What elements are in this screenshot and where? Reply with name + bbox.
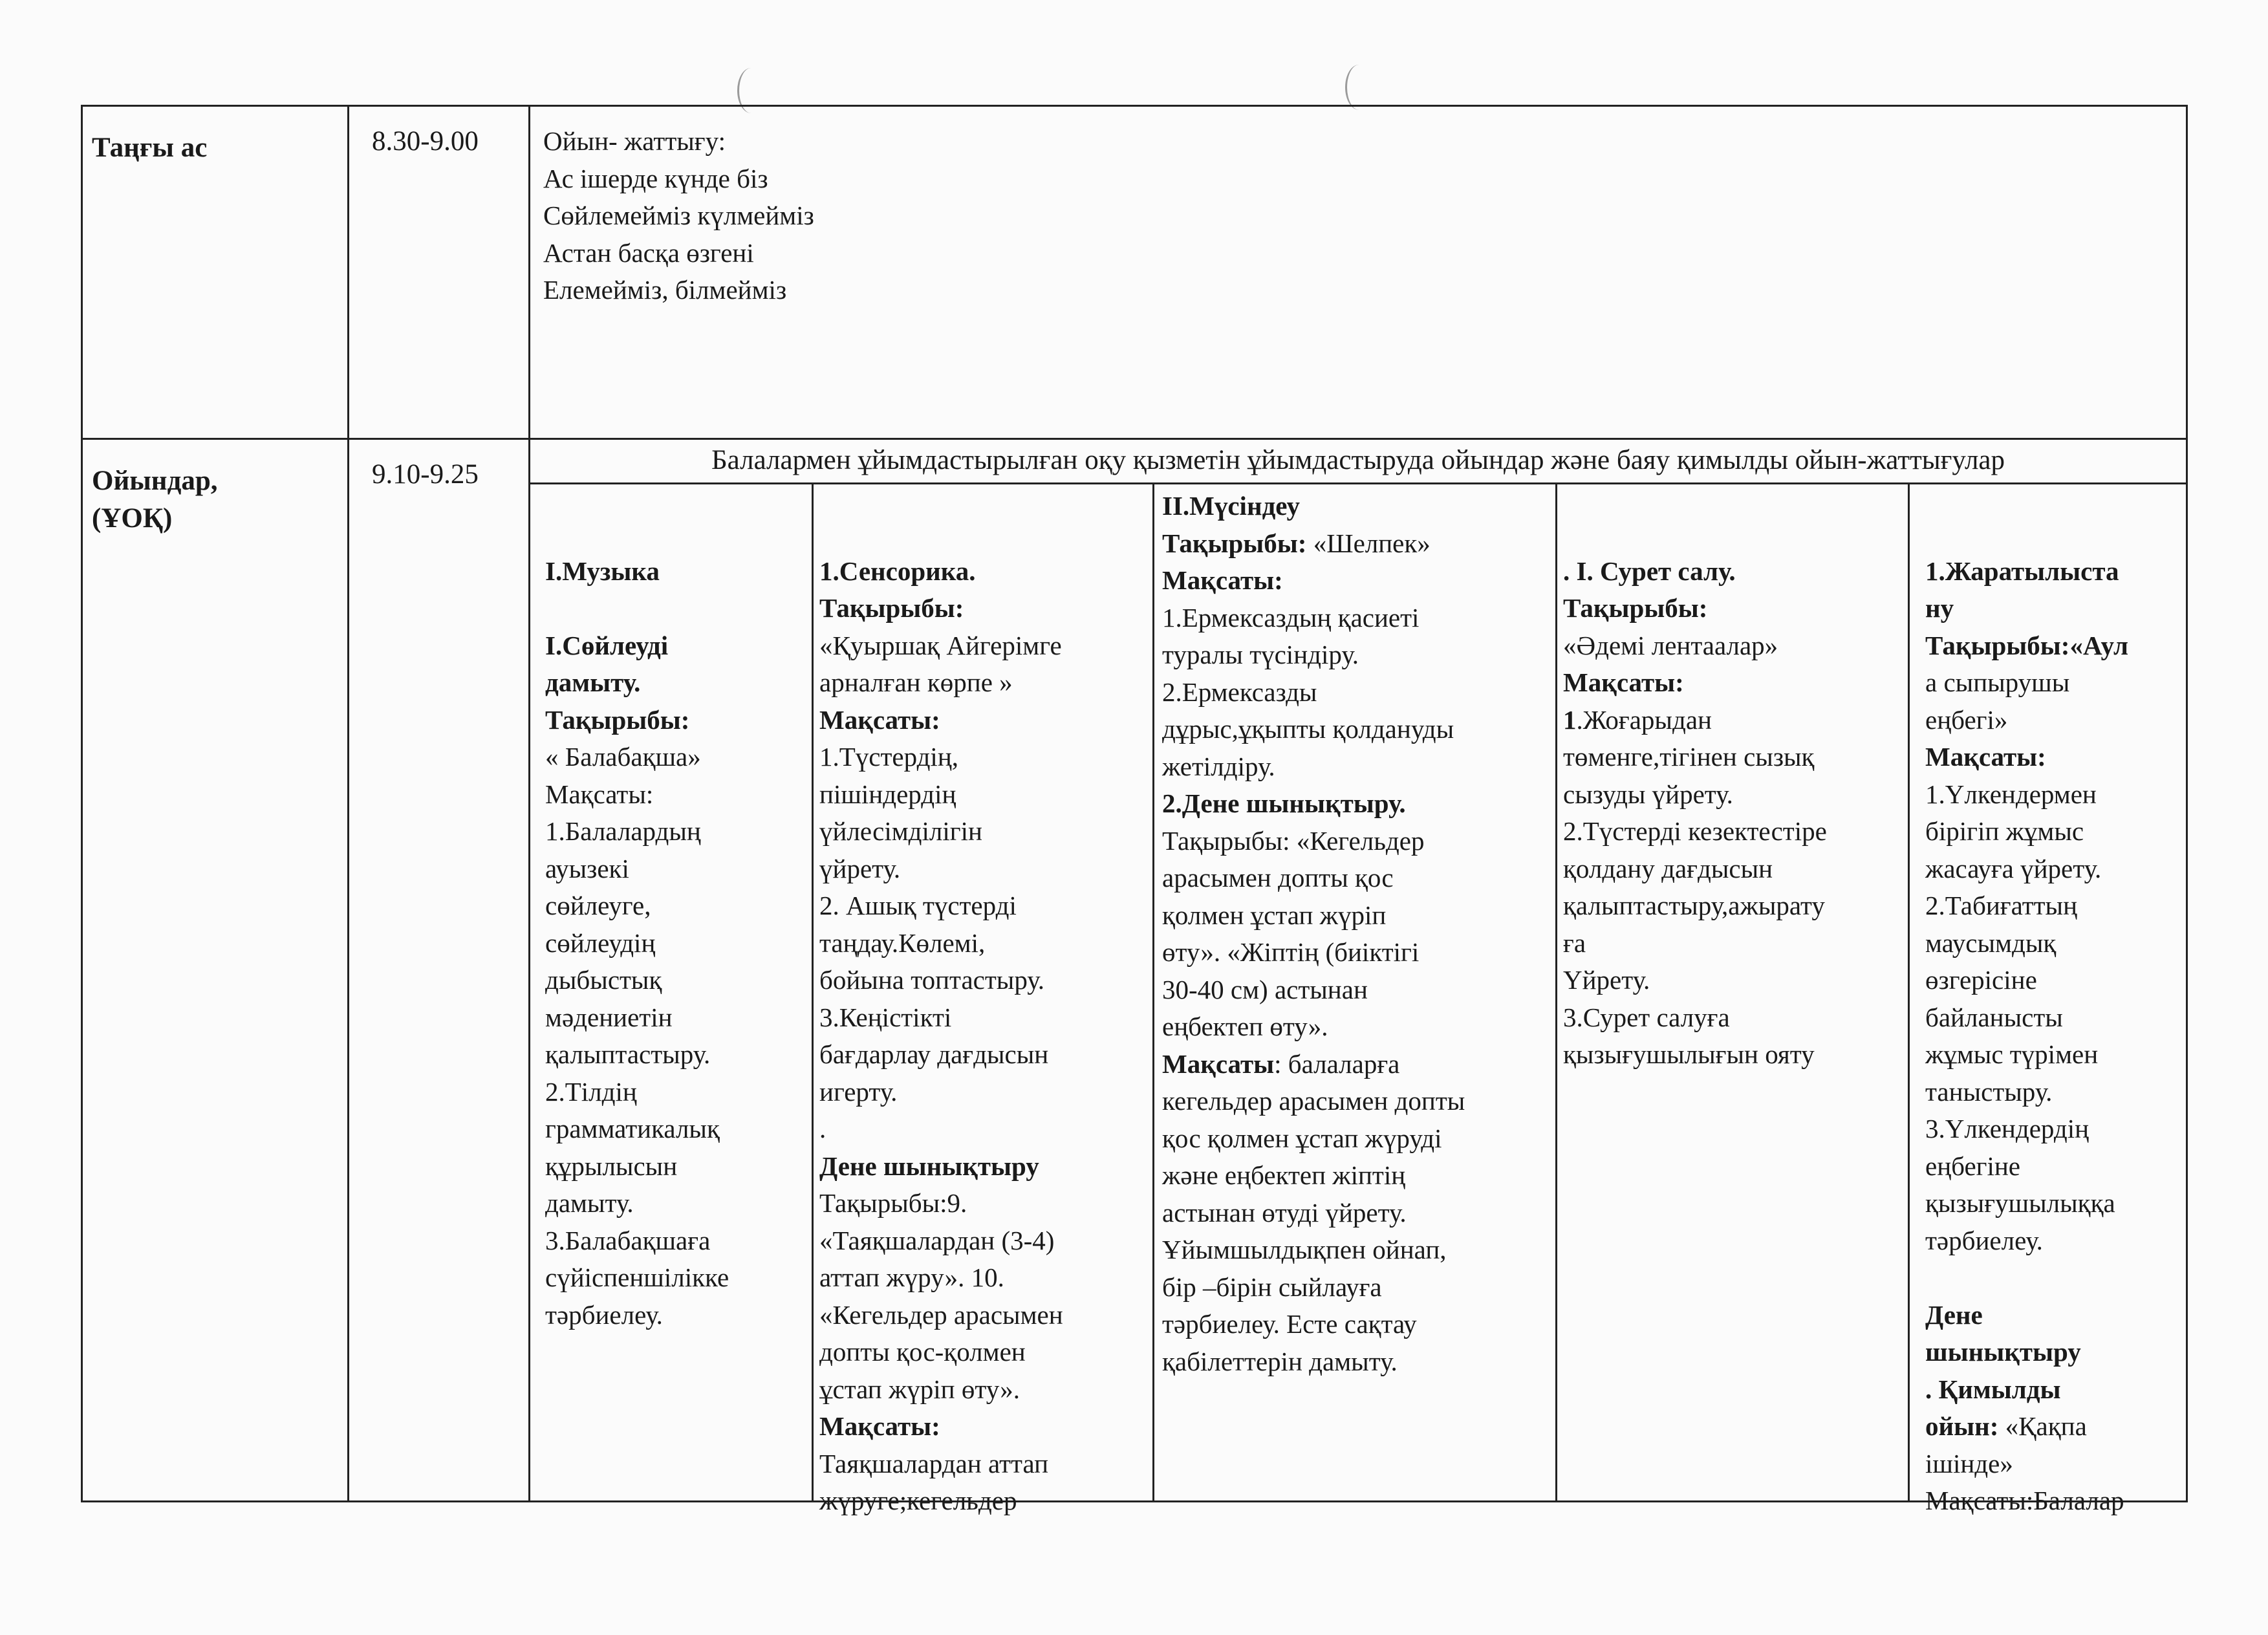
activity-line: дамыту. <box>545 667 641 697</box>
activity-line: «Қуыршақ Айгерімге <box>819 630 1062 660</box>
activity-line: 1.Жоғарыдан <box>1563 704 1712 735</box>
activity-line-bold-prefix: Тақырыбы: <box>1162 528 1307 558</box>
activity-line <box>545 590 729 627</box>
activity-line: қалыптастыру. <box>545 1039 711 1069</box>
activity-line: І.Музыка <box>545 556 660 586</box>
activity-line: туралы түсіндіру. <box>1162 640 1359 669</box>
activity-line: маусымдық <box>1925 927 2057 958</box>
activity-line-bold-prefix: Мақсаты <box>1162 1048 1275 1079</box>
activity-line: төменге,тігінен сызық <box>1563 742 1815 772</box>
activity-line: Мақсаты:Балалар <box>1925 1486 2124 1515</box>
activity-line: жасауға үйрету. <box>1925 853 2102 883</box>
activity-line: Мақсаты: <box>1563 667 1684 697</box>
activity-line: өзгерісіне <box>1925 965 2037 995</box>
activity-line: 3.Балабақшаға <box>545 1225 711 1255</box>
row-label-line: (ҰОҚ) <box>92 503 173 534</box>
activity-line: Тақырыбы: <box>1563 593 1708 623</box>
activity-col-sensorics <box>819 515 1063 1520</box>
activity-line: . <box>819 1114 826 1143</box>
activity-line: Мақсаты: <box>1925 742 2046 772</box>
activity-line: жұмыс түрімен <box>1925 1039 2099 1069</box>
activity-line: « Балабақша» <box>545 742 701 772</box>
activity-line <box>1925 1259 2128 1297</box>
table-right-border <box>2186 105 2188 1502</box>
activity-line: 1.Түстердің, <box>819 742 959 772</box>
activity-line: және еңбектеп жіптің <box>1162 1160 1406 1190</box>
activity-line: Тақырыбы:9. <box>819 1188 967 1218</box>
activity-line: еңбегі» <box>1925 704 2008 735</box>
activity-line: қолмен ұстап жүріп <box>1162 900 1387 930</box>
activity-line: бірігіп жұмыс <box>1925 816 2084 846</box>
activity-line: Ұйымшылдықпен ойнап, <box>1162 1235 1447 1264</box>
activity-line: . Қимылды <box>1925 1374 2061 1404</box>
row-divider <box>81 438 2188 440</box>
activity-line: байланысты <box>1925 1002 2063 1032</box>
activity-line-bold-prefix: ойын: <box>1925 1411 1999 1441</box>
activity-line: қалыптастыру,ажырату <box>1563 891 1825 920</box>
row-label-activities <box>92 462 218 537</box>
activity-line: Дене шынықтыру <box>819 1151 1039 1181</box>
activity-line: сөйлеудің <box>545 927 656 958</box>
activity-line: еңбектеп өту». <box>1162 1012 1328 1041</box>
activity-line: ойын: «Қақпа <box>1925 1411 2087 1441</box>
activity-line: сызуды үйрету. <box>1563 779 1733 809</box>
subcol-divider-2 <box>1152 482 1154 1502</box>
activity-line: 3.Сурет салуға <box>1563 1002 1730 1032</box>
activity-line: Мақсаты: <box>545 779 654 809</box>
activity-line: ұстап жүріп өту». <box>819 1374 1021 1404</box>
activity-line: «Кегельдер арасымен <box>819 1299 1063 1330</box>
activity-line: 3.Үлкендердің <box>1925 1114 2090 1143</box>
activity-line: ну <box>1925 593 1954 623</box>
activity-line: жетілдіру. <box>1162 751 1275 781</box>
activity-line: Тақырыбы: «Кегельдер <box>1162 825 1425 856</box>
activity-line: қызығушылыққа <box>1925 1188 2115 1218</box>
activity-line: сүйіспеншілікке <box>545 1262 729 1292</box>
activity-line <box>1925 515 2128 553</box>
col-divider-1 <box>347 105 349 1502</box>
activity-line: дамыту. <box>545 1188 634 1218</box>
activity-line: қолдану дағдысын <box>1563 853 1773 883</box>
row-label-breakfast: Таңғы ас <box>92 133 208 163</box>
activity-line: . І. Сурет салу. <box>1563 556 1736 586</box>
activity-line: дыбыстық <box>545 965 662 995</box>
activity-line: тәрбиелеу. Есте сақтау <box>1162 1309 1417 1339</box>
activities-header: Балалармен ұйымдастырылған оқу қызметін ұйымдастыруда ойындар және баяу қимылды ойын-жаттығулар <box>711 445 2005 475</box>
activity-col-modeling <box>1162 488 1465 1380</box>
header-divider <box>528 482 2188 484</box>
activity-line <box>545 515 729 553</box>
activity-line: 2.Түстерді кезектестіре <box>1563 816 1827 846</box>
activity-line: Мақсаты: <box>819 704 940 735</box>
activity-line: «Таяқшалардан (3-4) <box>819 1225 1055 1255</box>
game-line: Ас ішерде күнде біз <box>543 163 768 193</box>
activity-line: 30-40 см) астынан <box>1162 974 1368 1004</box>
activity-line: пішіндердің <box>819 779 956 809</box>
activity-line: Тақырыбы:«Аул <box>1925 630 2129 660</box>
activity-line: Тақырыбы: <box>545 704 690 735</box>
activity-line: таныстыру. <box>1925 1076 2053 1107</box>
activity-line: ІІ.Мүсіндеу <box>1162 491 1300 521</box>
activity-line: 1.Сенсорика. <box>819 556 976 586</box>
activity-line: ішінде» <box>1925 1448 2013 1478</box>
activity-line: Үйрету. <box>1563 965 1650 995</box>
activity-line: 2. Ашық түстерді <box>819 891 1017 920</box>
activity-line: бағдарлау дағдысын <box>819 1039 1049 1069</box>
activity-line <box>819 515 1063 553</box>
activity-line: қос қолмен ұстап жүруді <box>1162 1123 1442 1153</box>
table-bottom-border <box>81 1500 2188 1502</box>
game-line: Ойын- жаттығу: <box>543 126 726 156</box>
activity-line: таңдау.Көлемі, <box>819 927 986 958</box>
activity-line: Таяқшалардан аттап <box>819 1448 1049 1478</box>
row-label-line: Ойындар, <box>92 466 218 496</box>
activity-line: жүруге;кегельдер <box>819 1486 1017 1515</box>
col-divider-2 <box>528 105 530 1502</box>
game-line: Елемейміз, білмейміз <box>543 275 787 305</box>
activity-line: тәрбиелеу. <box>1925 1225 2043 1255</box>
activity-line: ға <box>1563 927 1586 958</box>
activity-line: еңбегіне <box>1925 1151 2021 1181</box>
row-time-breakfast: 8.30-9.00 <box>372 126 479 157</box>
activity-line: дұрыс,ұқыпты қолдануды <box>1162 714 1454 744</box>
activity-col-nature <box>1925 515 2128 1520</box>
activity-line: шынықтыру <box>1925 1337 2081 1367</box>
activity-line: 2.Тілдің <box>545 1076 637 1107</box>
activity-line: ауызекі <box>545 853 629 883</box>
activity-line: «Әдемі лентаалар» <box>1563 630 1778 660</box>
subcol-divider-3 <box>1555 482 1557 1502</box>
activity-line: І.Сөйлеуді <box>545 630 669 660</box>
activity-line: Дене <box>1925 1299 1983 1330</box>
activity-line: Мақсаты: <box>819 1411 940 1441</box>
activity-line: қызығушылығын ояту <box>1563 1039 1815 1069</box>
activity-line: аттап жүру». 10. <box>819 1262 1004 1292</box>
breakfast-game-text <box>543 123 814 309</box>
activity-line: арасымен допты қос <box>1162 863 1394 893</box>
activity-line: грамматикалық <box>545 1114 720 1143</box>
activity-line: 1.Үлкендермен <box>1925 779 2097 809</box>
activity-line: Тақырыбы: <box>819 593 964 623</box>
activity-line: сөйлеуге, <box>545 891 651 920</box>
activity-line <box>1563 515 1827 553</box>
activity-line: кегельдер арасымен допты <box>1162 1086 1465 1116</box>
activity-line: тәрбиелеу. <box>545 1299 663 1330</box>
activity-line: 1.Балалардың <box>545 816 701 846</box>
subcol-divider-1 <box>812 482 814 1502</box>
activity-line: мәдениетін <box>545 1002 673 1032</box>
activity-line-bold-prefix: 1 <box>1563 704 1577 735</box>
subcol-divider-4 <box>1908 482 1910 1502</box>
activity-line: 2.Дене шынықтыру. <box>1162 788 1406 818</box>
activity-line: 1.Ермексаздың қасиеті <box>1162 602 1420 633</box>
activity-line: үйрету. <box>819 853 901 883</box>
activity-line: а сыпырушы <box>1925 667 2070 697</box>
activity-line: допты қос-қолмен <box>819 1337 1026 1367</box>
row-time-activities: 9.10-9.25 <box>372 459 479 490</box>
game-line: Сөйлемейміз күлмейміз <box>543 200 814 230</box>
activity-line: игерту. <box>819 1076 898 1107</box>
activity-line: астынан өтуді үйрету. <box>1162 1197 1407 1228</box>
activity-col-music-speech <box>545 515 729 1334</box>
activity-line: Мақсаты: <box>1162 565 1283 595</box>
game-line: Астан басқа өзгені <box>543 237 754 268</box>
table-left-border <box>81 105 83 1502</box>
activity-line: бір –бірін сыйлауға <box>1162 1272 1382 1302</box>
activity-line: қабілеттерін дамыту. <box>1162 1346 1398 1376</box>
activity-line: 1.Жаратылыста <box>1925 556 2119 586</box>
activity-line: Тақырыбы: «Шелпек» <box>1162 528 1431 558</box>
scan-mark-right <box>1345 65 1373 110</box>
activity-line: 2.Ермексазды <box>1162 677 1317 707</box>
activity-line: Мақсаты: балаларға <box>1162 1048 1400 1079</box>
activity-line: бойына топтастыру. <box>819 965 1044 995</box>
activity-line: 2.Табиғаттың <box>1925 891 2078 920</box>
activity-line: құрылысын <box>545 1151 678 1181</box>
activity-line: өту». «Жіптің (биіктігі <box>1162 937 1420 967</box>
activity-col-drawing <box>1563 515 1827 1074</box>
activity-line: арналған көрпе » <box>819 667 1013 697</box>
activity-line-bold-prefix: Тақырыбы:« <box>1925 630 2083 660</box>
activity-line: үйлесімділігін <box>819 816 982 846</box>
table-top-border <box>81 105 2187 107</box>
activity-line: 3.Кеңістікті <box>819 1002 952 1032</box>
